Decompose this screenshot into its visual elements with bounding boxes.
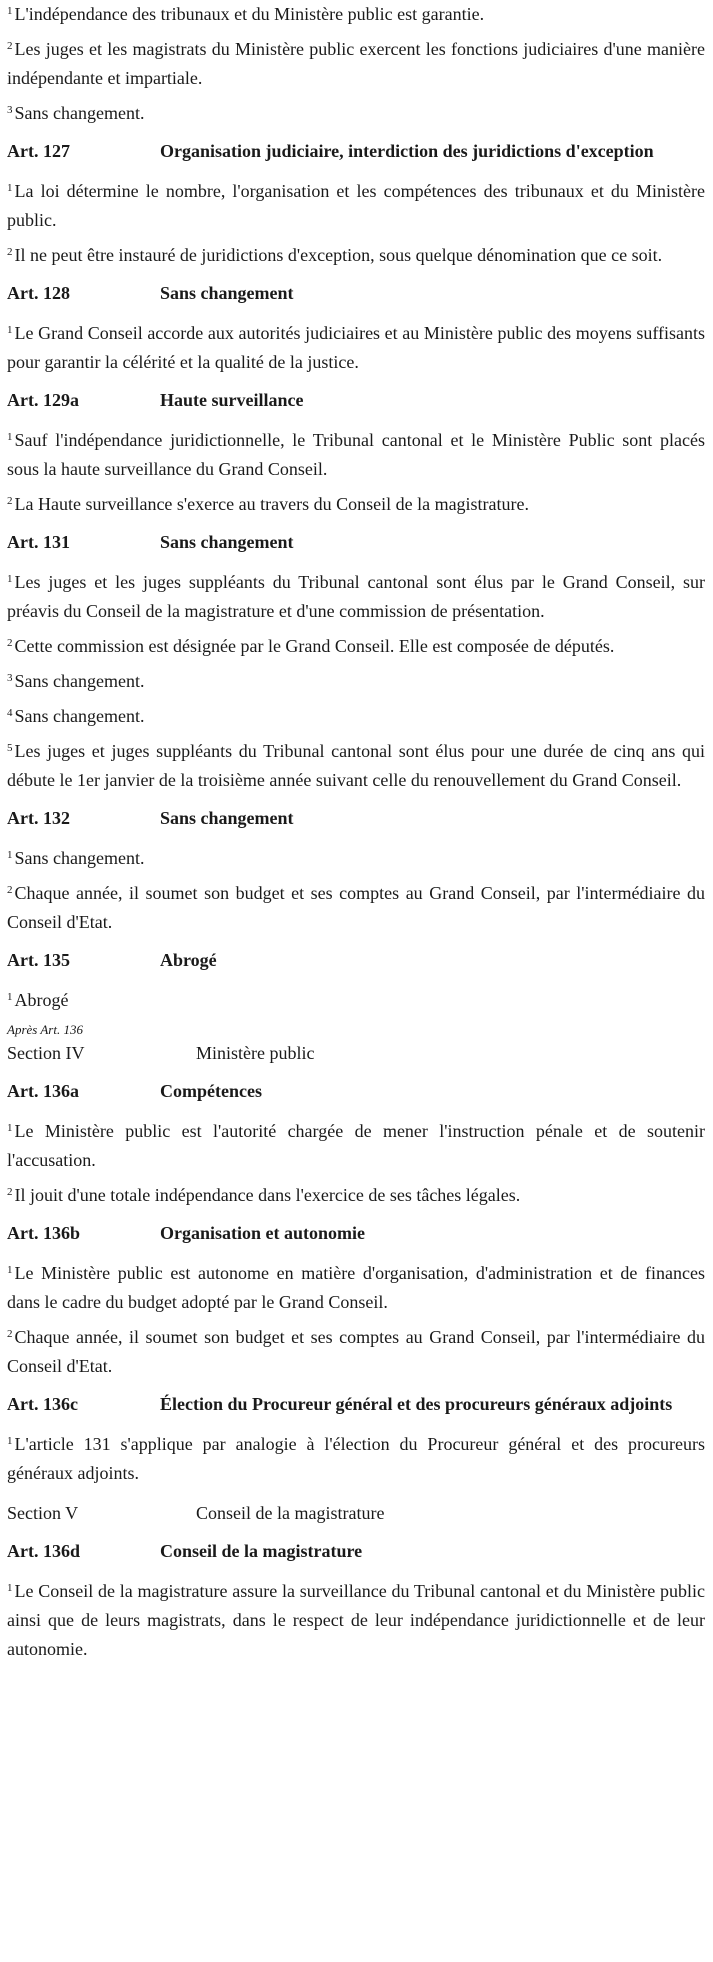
alinea-number: 3 [7,104,13,116]
article-title: Sans changement [160,283,294,303]
article-heading [7,1219,705,1248]
paragraph-text: Sauf l'indépendance juridictionnelle, le Tribunal cantonal et le Ministère Public sont placés sous la haute surveillance du Grand Conseil. [7,430,705,479]
paragraph [7,1117,705,1175]
article-heading [7,1537,705,1566]
article-heading [7,804,705,833]
paragraph-text: Sans changement. [14,848,145,868]
paragraph-text: Le Ministère public est autonome en matière d'organisation, d'administration et de finances dans le cadre du budget adopté par le Grand Conseil. [7,1263,705,1312]
alinea-number: 4 [7,707,13,719]
paragraph [7,844,705,873]
alinea-number: 1 [7,1435,13,1447]
alinea-number: 2 [7,1328,13,1340]
paragraph [7,1259,705,1317]
paragraph-text: Il ne peut être instauré de juridictions d'exception, sous quelque dénomination que ce soit. [14,245,663,265]
paragraph [7,319,705,377]
article-number: Art. 127 [7,141,70,161]
article-number: Art. 132 [7,808,70,828]
paragraph [7,632,705,661]
article-heading [7,528,705,557]
section-heading [7,1499,705,1528]
alinea-number: 2 [7,1186,13,1198]
paragraph [7,1323,705,1381]
article-title: Organisation judiciaire, interdiction des juridictions d'exception [160,141,654,161]
section-title: Conseil de la magistrature [196,1503,385,1523]
paragraph-text: La Haute surveillance s'exerce au travers du Conseil de la magistrature. [14,494,530,514]
paragraph-text: Sans changement. [14,103,145,123]
section-title: Ministère public [196,1043,315,1063]
section-number: Section IV [7,1043,85,1063]
alinea-number: 1 [7,324,13,336]
paragraph [7,1430,705,1488]
paragraph-text: Il jouit d'une totale indépendance dans l'exercice de ses tâches légales. [14,1185,521,1205]
paragraph [7,879,705,937]
article-number: Art. 131 [7,532,70,552]
paragraph-text: Sans changement. [14,706,145,726]
paragraph [7,667,705,696]
article-number: Art. 136b [7,1223,80,1243]
article-number: Art. 136c [7,1394,78,1414]
insertion-note: Après Art. 136 [7,1022,83,1037]
alinea-number: 1 [7,1122,13,1134]
alinea-number: 2 [7,637,13,649]
alinea-number: 1 [7,182,13,194]
paragraph-text: Le Grand Conseil accorde aux autorités judiciaires et au Ministère public des moyens suffisants pour garantir la célérité et la qualité de la justice. [7,323,705,372]
paragraph-text: Chaque année, il soumet son budget et ses comptes au Grand Conseil, par l'intermédiaire du Conseil d'Etat. [7,1327,705,1376]
paragraph-text: Abrogé [14,990,69,1010]
paragraph-text: Le Ministère public est l'autorité chargée de mener l'instruction pénale et de soutenir l'accusation. [7,1121,705,1170]
alinea-number: 1 [7,1582,13,1594]
paragraph [7,99,705,128]
article-heading [7,279,705,308]
alinea-number: 1 [7,5,13,17]
paragraph-text: Cette commission est désignée par le Grand Conseil. Elle est composée de députés. [14,636,615,656]
alinea-number: 2 [7,495,13,507]
paragraph [7,0,705,29]
paragraph-text: Le Conseil de la magistrature assure la surveillance du Tribunal cantonal et du Ministère public ainsi que de leurs magistrats, dans le respect de leur indépendance juridictionnelle et de leur autonomie. [7,1581,705,1659]
article-title: Sans changement [160,808,294,828]
paragraph-text: L'indépendance des tribunaux et du Ministère public est garantie. [14,4,485,24]
section-number: Section V [7,1503,79,1523]
paragraph-text: Sans changement. [14,671,145,691]
article-title: Abrogé [160,950,217,970]
alinea-number: 1 [7,573,13,585]
article-number: Art. 136d [7,1541,80,1561]
paragraph-text: La loi détermine le nombre, l'organisation et les compétences des tribunaux et du Ministère public. [7,181,705,230]
paragraph [7,177,705,235]
article-title: Élection du Procureur général et des procureurs généraux adjoints [160,1394,673,1414]
paragraph [7,490,705,519]
section-heading [7,1039,705,1068]
article-number: Art. 129a [7,390,79,410]
article-heading [7,946,705,975]
paragraph-text: Les juges et juges suppléants du Tribunal cantonal sont élus pour une durée de cinq ans qui débute le 1er janvier de la troisième année suivant celle du renouvellement du Grand Conseil. [7,741,705,790]
article-number: Art. 136a [7,1081,79,1101]
paragraph [7,737,705,795]
article-number: Art. 135 [7,950,70,970]
alinea-number: 2 [7,884,13,896]
paragraph [7,986,705,1015]
alinea-number: 1 [7,1264,13,1276]
article-title: Organisation et autonomie [160,1223,365,1243]
alinea-number: 1 [7,849,13,861]
alinea-number: 1 [7,431,13,443]
article-title: Conseil de la magistrature [160,1541,363,1561]
article-heading [7,1390,705,1419]
paragraph [7,1181,705,1210]
article-title: Compétences [160,1081,262,1101]
paragraph-text: Chaque année, il soumet son budget et ses comptes au Grand Conseil, par l'intermédiaire du Conseil d'Etat. [7,883,705,932]
alinea-number: 5 [7,742,13,754]
paragraph [7,1577,705,1664]
paragraph [7,241,705,270]
paragraph [7,35,705,93]
paragraph-text: L'article 131 s'applique par analogie à l'élection du Procureur général et des procureurs généraux adjoints. [7,1434,705,1483]
alinea-number: 1 [7,991,13,1003]
article-heading [7,1077,705,1106]
article-title: Sans changement [160,532,294,552]
article-title: Haute surveillance [160,390,304,410]
paragraph [7,702,705,731]
alinea-number: 2 [7,246,13,258]
article-heading [7,386,705,415]
alinea-number: 3 [7,672,13,684]
alinea-number: 2 [7,40,13,52]
paragraph-text: Les juges et les juges suppléants du Tribunal cantonal sont élus par le Grand Conseil, sur préavis du Conseil de la magistrature et d'une commission de présentation. [7,572,705,621]
article-heading [7,137,705,166]
paragraph [7,568,705,626]
article-number: Art. 128 [7,283,70,303]
paragraph [7,426,705,484]
paragraph-text: Les juges et les magistrats du Ministère public exercent les fonctions judiciaires d'une manière indépendante et impartiale. [7,39,705,88]
